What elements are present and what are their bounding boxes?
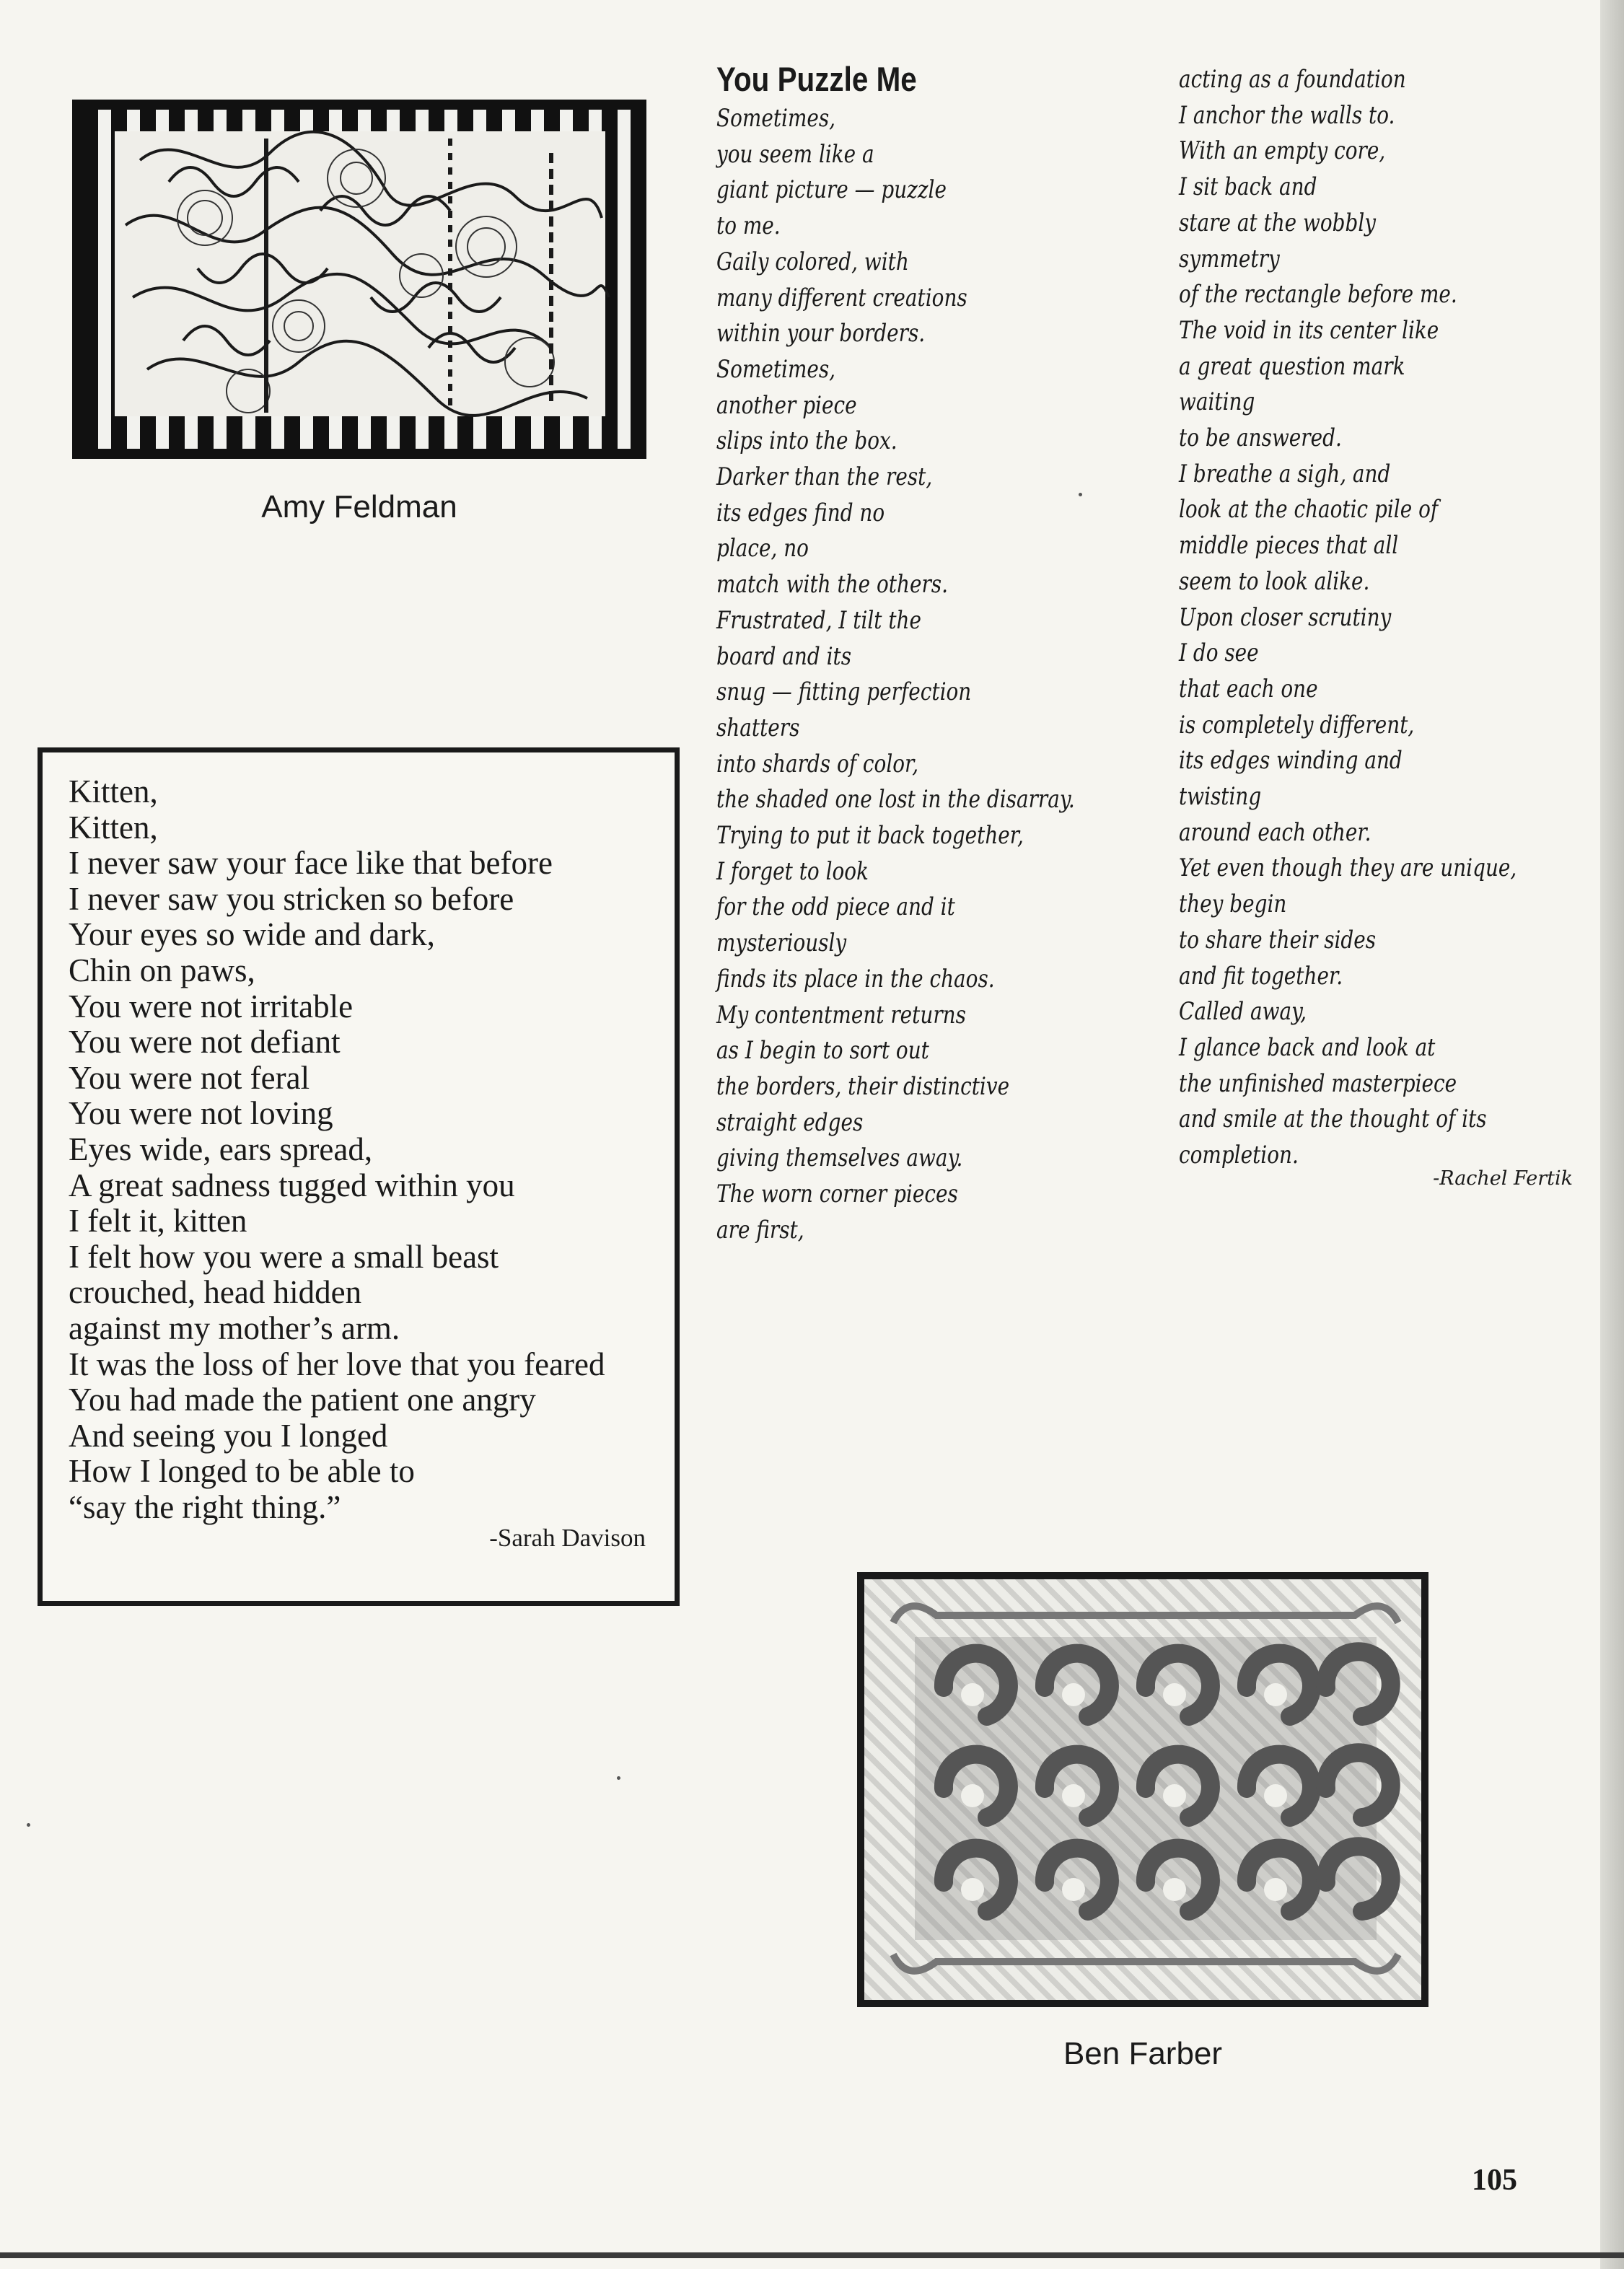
poem-line: they begin xyxy=(1179,890,1287,919)
poem-line: look at the chaotic pile of xyxy=(1179,495,1439,525)
poem-line: for the odd piece and it xyxy=(716,892,955,922)
artwork-amy-feldman xyxy=(72,100,646,459)
poem-line: finds its place in the chaos. xyxy=(716,964,995,993)
puzzle-poem-column-2 xyxy=(1179,62,1517,1174)
poem-line: the shaded one lost in the disarray. xyxy=(716,785,1075,815)
poem-line: and smile at the thought of its xyxy=(1179,1105,1487,1134)
poem-line: Sometimes, xyxy=(716,354,836,384)
poem-line: of the rectangle before me. xyxy=(1179,280,1457,310)
poem-line: mysteriously xyxy=(716,929,847,958)
poem-line: You were not loving xyxy=(69,1095,333,1132)
poem-line: Upon closer scrutiny xyxy=(1179,602,1392,632)
poem-line: against my mother’s arm. xyxy=(69,1309,400,1346)
print-speck xyxy=(617,1776,620,1780)
poem-line: I glance back and look at xyxy=(1179,1032,1436,1062)
poem-line: Trying to put it back together, xyxy=(716,821,1024,851)
poem-line: I sit back and xyxy=(1179,172,1317,202)
page-right-edge xyxy=(1600,0,1624,2269)
poem-line: The worn corner pieces xyxy=(716,1180,958,1209)
print-speck xyxy=(1079,493,1082,496)
poem-line: Frustrated, I tilt the xyxy=(716,605,922,635)
poem-line: It was the loss of her love that you feared xyxy=(69,1346,605,1382)
poem-line: waiting xyxy=(1179,387,1255,417)
poem-line: And seeing you I longed xyxy=(69,1417,388,1454)
poem-line: I do see xyxy=(1179,638,1259,668)
poem-line: I forget to look xyxy=(716,856,869,886)
poem-line: into shards of color, xyxy=(716,749,919,778)
poem-line: Kitten, xyxy=(69,809,158,846)
poem-line: middle pieces that all xyxy=(1179,531,1399,561)
poem-line: You were not irritable xyxy=(69,988,354,1024)
poem-line: You were not defiant xyxy=(69,1024,341,1061)
poem-line: twisting xyxy=(1179,782,1262,812)
poem-line: board and its xyxy=(716,641,852,671)
poem-line: and fit together. xyxy=(1179,961,1343,991)
artwork-swirl-pattern xyxy=(82,110,636,449)
poem-line: snug — fitting perfection xyxy=(716,677,972,707)
poem-line: My contentment returns xyxy=(716,1000,966,1030)
poem-line: to me. xyxy=(716,211,781,241)
page-number: 105 xyxy=(1472,2164,1517,2197)
poem-line: Called away, xyxy=(1179,997,1307,1027)
poem-line: its edges winding and xyxy=(1179,746,1403,776)
artwork-ben-farber xyxy=(857,1572,1428,2007)
poem-line: A great sadness tugged within you xyxy=(69,1167,515,1203)
poem-line: I never saw you stricken so before xyxy=(69,880,514,917)
puzzle-poem-column-1 xyxy=(716,101,1075,1249)
page-bottom-edge xyxy=(0,2252,1624,2258)
poem-line: a great question mark xyxy=(1179,351,1405,381)
poem-line: place, no xyxy=(716,534,809,563)
poem-line: the borders, their distinctive xyxy=(716,1071,1010,1101)
poem-line: is completely different, xyxy=(1179,710,1415,739)
poem-line: Your eyes so wide and dark, xyxy=(69,916,435,953)
poem-line: within your borders. xyxy=(716,319,926,348)
poem-line: How I longed to be able to xyxy=(69,1453,415,1490)
poem-line: Kitten, xyxy=(69,773,158,809)
poem-line: The void in its center like xyxy=(1179,315,1439,345)
poem-line: match with the others. xyxy=(716,570,948,600)
poem-line: Darker than the rest, xyxy=(716,462,933,492)
poem-line: Yet even though they are unique, xyxy=(1179,853,1517,883)
poem-line: its edges find no xyxy=(716,498,885,527)
poem-line: seem to look alike. xyxy=(1179,566,1370,596)
poem-line: are first, xyxy=(716,1215,804,1245)
poem-line: symmetry xyxy=(1179,244,1280,273)
poem-line: giant picture — puzzle xyxy=(716,175,947,205)
poem-line: another piece xyxy=(716,390,857,420)
poem-line: you seem like a xyxy=(716,139,874,169)
poem-line: as I begin to sort out xyxy=(716,1036,929,1066)
poem-line: With an empty core, xyxy=(1179,136,1386,166)
artwork-amy-feldman-image xyxy=(82,110,636,449)
poem-line: Chin on paws, xyxy=(69,952,255,988)
poem-line: Eyes wide, ears spread, xyxy=(69,1131,373,1167)
artwork-top-caption: Amy Feldman xyxy=(261,489,457,525)
poem-line: to share their sides xyxy=(1179,925,1377,954)
poem-line: I breathe a sigh, and xyxy=(1179,459,1391,488)
poem-line: giving themselves away. xyxy=(716,1144,963,1173)
poem-line: the unfinished masterpiece xyxy=(1179,1068,1457,1098)
poem-line: acting as a foundation xyxy=(1179,65,1406,94)
poem-line: slips into the box. xyxy=(716,426,897,456)
poem-line: I felt it, kitten xyxy=(69,1203,247,1239)
poem-line: to be answered. xyxy=(1179,423,1342,453)
poem-line: around each other. xyxy=(1179,817,1371,847)
poem-line: I anchor the walls to. xyxy=(1179,100,1395,130)
poem-line: You had made the patient one angry xyxy=(69,1382,536,1418)
poem-line: many different creations xyxy=(716,283,967,312)
artwork-bottom-caption: Ben Farber xyxy=(1063,2036,1223,2071)
kitten-poem-text xyxy=(69,774,667,1525)
poem-line: “say the right thing.” xyxy=(69,1488,341,1525)
poem-line: Gaily colored, with xyxy=(716,247,909,276)
puzzle-poem-author: -Rachel Fertik xyxy=(1433,1167,1573,1190)
poem-line: completion. xyxy=(1179,1141,1299,1170)
kitten-poem-author: -Sarah Davison xyxy=(489,1524,646,1552)
poem-line: stare at the wobbly xyxy=(1179,208,1377,237)
poem-line: shatters xyxy=(716,713,800,742)
poem-line: that each one xyxy=(1179,674,1318,703)
poem-line: Sometimes, xyxy=(716,104,836,133)
poem-title: You Puzzle Me xyxy=(716,60,917,98)
poem-line: crouched, head hidden xyxy=(69,1274,362,1311)
poem-line: You were not feral xyxy=(69,1059,310,1096)
print-speck xyxy=(27,1823,30,1827)
artwork-spiral-pattern xyxy=(864,1579,1421,2000)
poem-line: straight edges xyxy=(716,1107,864,1137)
poem-line: I never saw your face like that before xyxy=(69,845,553,882)
poem-line: I felt how you were a small beast xyxy=(69,1238,499,1275)
artwork-ben-farber-image xyxy=(864,1579,1421,2000)
